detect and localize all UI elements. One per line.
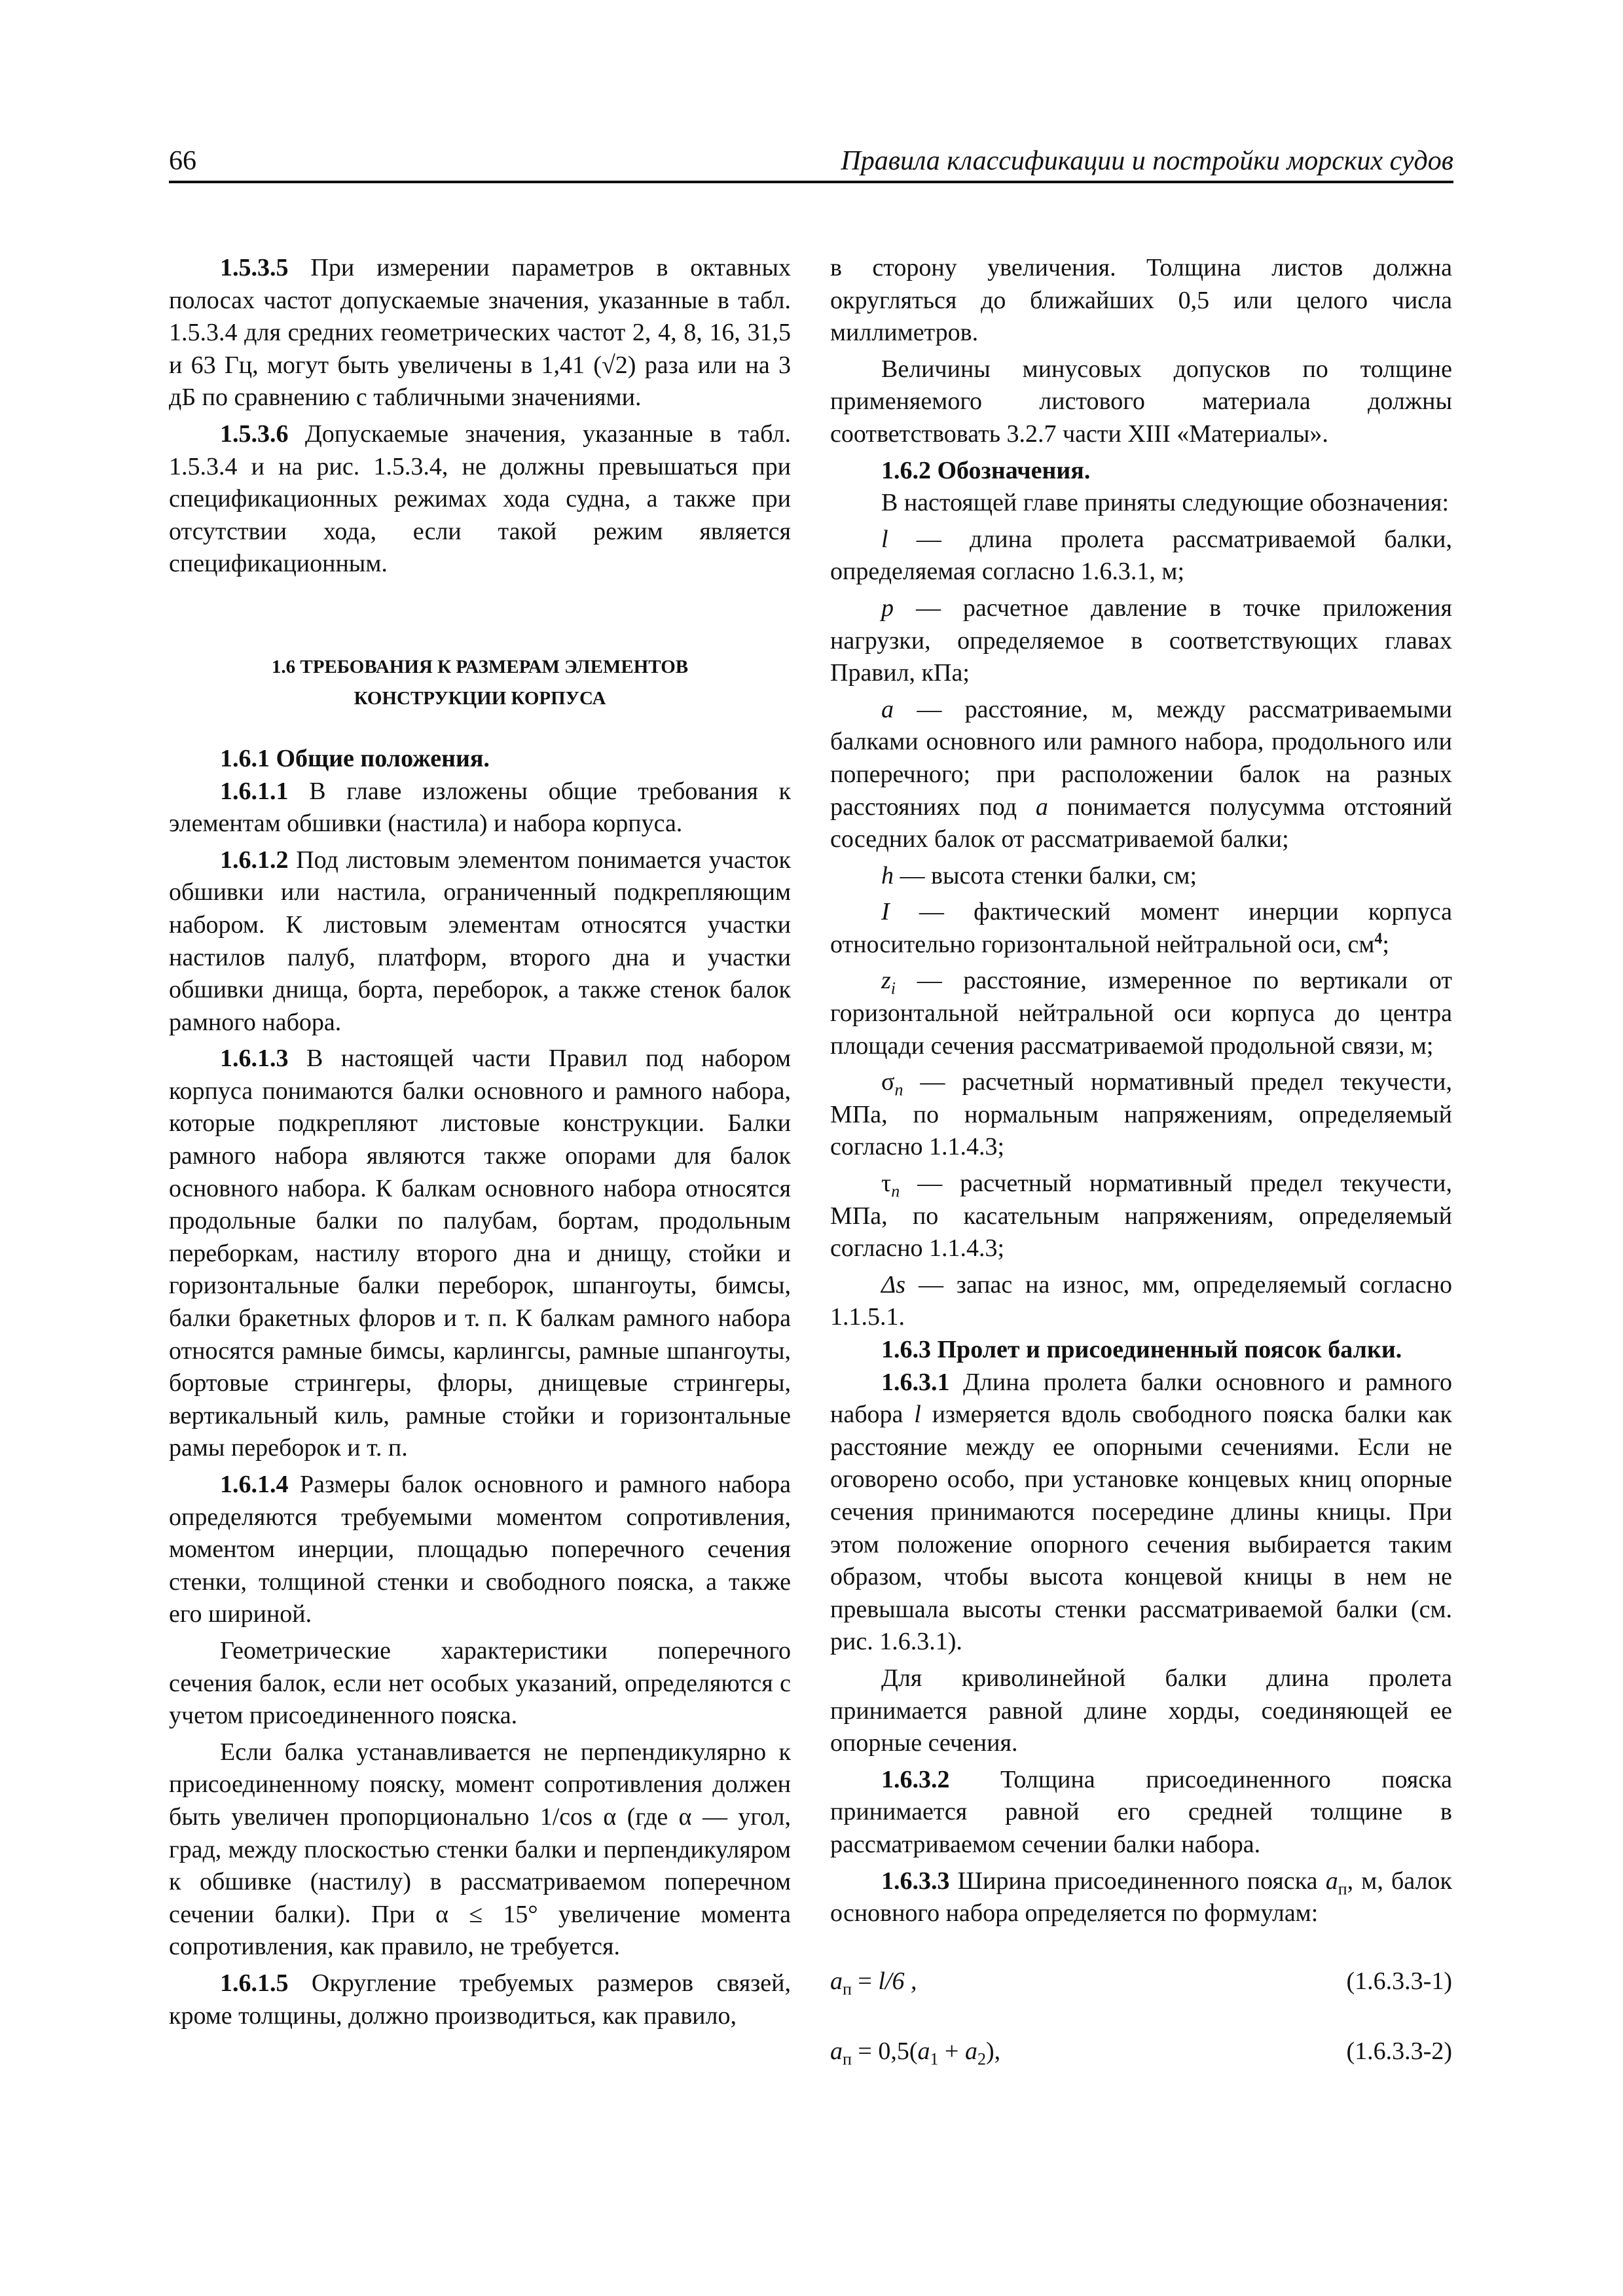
- definition-h: h — высота стенки балки, см;: [881, 861, 1197, 889]
- paragraph-geometry: Геометрические характеристики поперечного сечения балок, если нет особых указаний, определяются с учетом присоединенного пояска.: [169, 1636, 791, 1730]
- paragraph-rounding-cont: в сторону увеличения. Толщина листов должна округляться до ближайших 0,5 или целого числа миллиметров.: [830, 254, 1452, 347]
- formula-1: $a_п = l/6$ , (1.6.3.3-1): [830, 1965, 1452, 1998]
- definition-l: l — длина пролета рассматриваемой балки, определяемая согласно 1.6.3.1, м;: [830, 525, 1452, 586]
- paragraph-1-6-1-3: 1.6.1.3 В настоящей части Правил под набором корпуса понимаются балки основного и рамного набора, которые подкрепляют листовые конструкции. Балки рамного набора являются также опорами для балок основного набора. К балкам основного набора относятся продольные балки по палубам, бортам, продольным переборкам, настилу второго дна и днищу, стойки и горизонтальные балки переборок, шпангоуты, бимсы, балки бракетных флоров и т. п. К балкам рамного набора относятся рамные бимсы, карлингсы, рамные шпангоуты, бортовые стрингеры, флоры, днищевые стрингеры, вертикальный киль, рамные стойки и горизонтальные рамы переборок и т. п.: [169, 1045, 791, 1462]
- running-title: Правила классификации и постройки морских судов: [841, 146, 1453, 176]
- paragraph-1-6-1-5: 1.6.1.5 Округление требуемых размеров связей, кроме толщины, должно производиться, как правило,: [169, 1969, 791, 2030]
- subsection-1-6-2: 1.6.2 Обозначения.: [881, 456, 1091, 484]
- paragraph-1-5-3-6: 1.5.3.6 Допускаемые значения, указанные в табл. 1.5.3.4 и на рис. 1.5.3.4, не должны превышаться при спецификационных режимах хода судна, а также при отсутствии хода, если такой режим является спецификационным.: [169, 420, 791, 578]
- paragraph-angle: Если балка устанавливается не перпендикулярно к присоединенному пояску, момент сопротивления должен быть увеличен пропорционально 1/cos α (где α — угол, град, между плоскостью стенки балки и перпендикуляром к обшивке (настилу) в рассматриваемом поперечном сечении балки). При α ≤ 15° увеличение момента сопротивления, как правило, не требуется.: [169, 1738, 791, 1961]
- sqrt-two: √2: [601, 351, 628, 379]
- paragraph-1-6-3-1: 1.6.3.1 Длина пролета балки основного и рамного набора l измеряется вдоль свободного пояска балки как расстояние между ее опорными сечениями. Если не оговорено особо, при установке концевых книц опорные сечения принимаются посередине длины кницы. При этом положение опорного сечения выбирается таким образом, чтобы высота концевой кницы в нем не превышала высоты стенки рассматриваемой балки (см. рис. 1.6.3.1).: [830, 1368, 1453, 1656]
- formula-1-number: (1.6.3.3-1): [1346, 1967, 1452, 1995]
- definition-z: $z_i$ — расстояние, измеренное по вертикали от горизонтальной нейтральной оси корпуса до центра площади сечения рассматриваемой продольной связи, м;: [830, 967, 1452, 1060]
- paragraph-notations-intro: В настоящей главе приняты следующие обозначения:: [881, 489, 1450, 517]
- paragraph-tolerances: Величины минусовых допусков по толщине применяемого листового материала должны соответствовать 3.2.7 части XIII «Материалы».: [830, 355, 1452, 448]
- paragraph-1-6-3-2: 1.6.3.2 Толщина присоединенного пояска принимается равной его средней толщине в рассматриваемом сечении балки набора.: [830, 1765, 1452, 1858]
- right-column: [830, 252, 1452, 2068]
- paragraph-curved-beam: Для криволинейной балки длина пролета принимается равной длине хорды, соединяющей ее опорные сечения.: [830, 1664, 1452, 1757]
- subsection-1-6-3: 1.6.3 Пролет и присоединенный поясок балки.: [881, 1336, 1402, 1363]
- definition-p: p — расчетное давление в точке приложения нагрузки, определяемое в соответствующих главах Правил, кПа;: [830, 594, 1452, 687]
- paragraph-1-6-1-4: 1.6.1.4 Размеры балок основного и рамного набора определяются требуемыми моментом сопротивления, моментом инерции, площадью поперечного сечения стенки, толщиной стенки и свободного пояска, а также его шириной.: [169, 1471, 791, 1628]
- paragraph-1-6-1-2: 1.6.1.2 Под листовым элементом понимается участок обшивки или настила, ограниченный подкрепляющим набором. К листовым элементам относятся участки настилов палуб, платформ, второго дна и участки обшивки днища, борта, переборок, а также стенок балок рамного набора.: [169, 846, 791, 1036]
- section-heading: 1.6 ТРЕБОВАНИЯ К РАЗМЕРАМ ЭЛЕМЕНТОВ КОНСТРУКЦИИ КОРПУСА: [271, 656, 689, 709]
- page-header: [169, 144, 1453, 183]
- paragraph-1-5-3-5: 1.5.3.5 При измерении параметров в октавных полосах частот допускаемые значения, указанные в табл. 1.5.3.4 для средних геометрических частот 2, 4, 8, 16, 31,5 и 63 Гц, могут быть увеличены в 1,41 (√2) раза или на 3 дБ по сравнению с табличными значениями.: [169, 254, 791, 412]
- left-column: [169, 252, 791, 2032]
- definition-a: a — расстояние, м, между рассматриваемыми балками основного или рамного набора, продольного или поперечного; при расположении балок на разных расстояниях под a понимается полусумма отстояний соседних балок от рассматриваемой балки;: [830, 695, 1453, 853]
- formula-2-number: (1.6.3.3-2): [1346, 2037, 1452, 2066]
- paragraph-1-6-1-1: 1.6.1.1 В главе изложены общие требования к элементам обшивки (настила) и набора корпуса.: [169, 777, 791, 838]
- definition-I: I — фактический момент инерции корпуса относительно горизонтальной нейтральной оси, $см^4$;: [830, 898, 1452, 958]
- definition-delta-s: Δs — запас на износ, мм, определяемый согласно 1.1.5.1.: [830, 1270, 1452, 1331]
- page-number: 66: [169, 146, 196, 176]
- formula-2: $a_п = 0,5(a_1 + a_2)$, (1.6.3.3-2): [830, 2036, 1452, 2068]
- definition-sigma: $\sigma_n$ — расчетный нормативный предел текучести, МПа, по нормальным напряжениям, определяемый согласно 1.1.4.3;: [830, 1068, 1452, 1161]
- subsection-1-6-1: 1.6.1 Общие положения.: [220, 744, 490, 772]
- paragraph-1-6-3-3: 1.6.3.3 Ширина присоединенного пояска $a_п$, м, балок основного набора определяется по формулам:: [830, 1867, 1452, 1928]
- definition-tau: $\tau_n$ — расчетный нормативный предел текучести, МПа, по касательным напряжениям, определяемый согласно 1.1.4.3;: [830, 1170, 1452, 1263]
